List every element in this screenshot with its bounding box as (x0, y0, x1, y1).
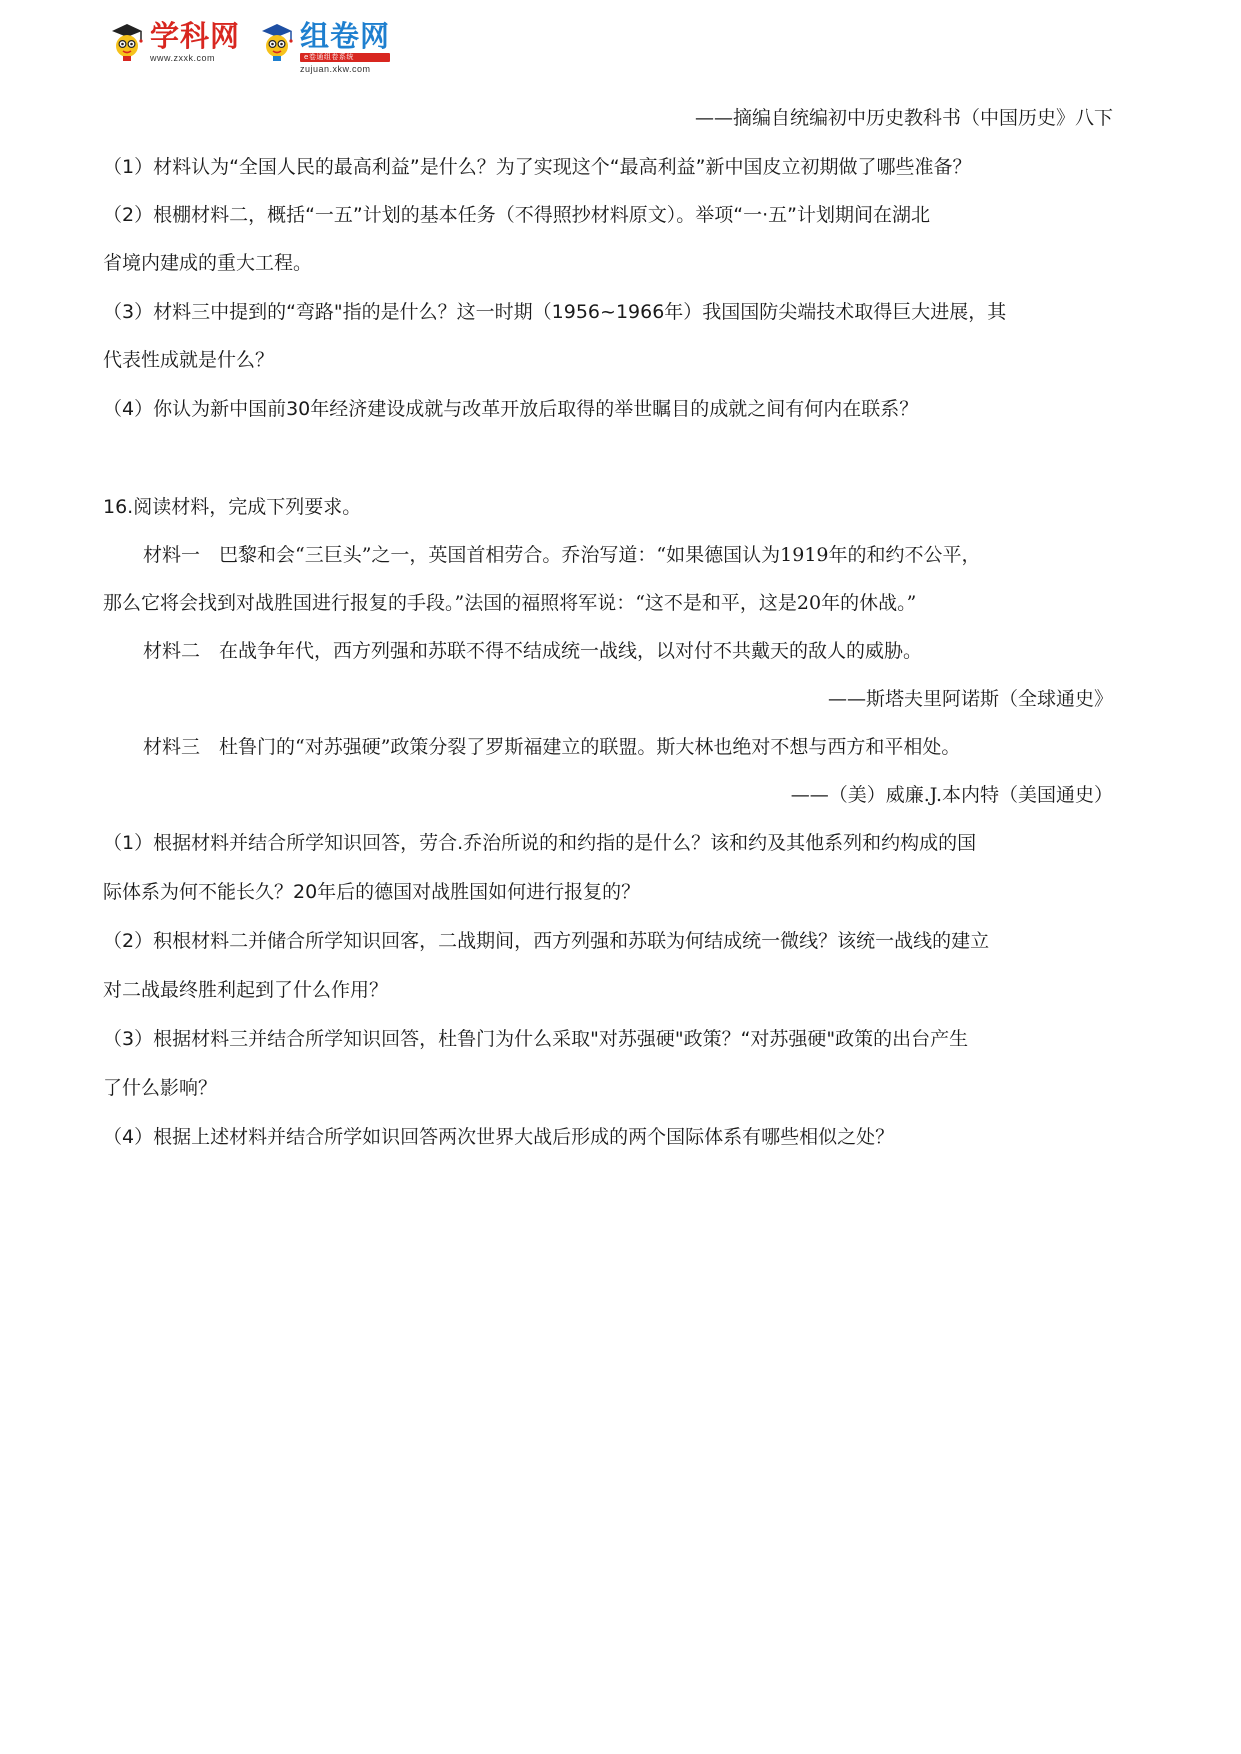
zujuan-logo[interactable] (258, 19, 391, 74)
q15-subquestion-3-line-2: 代表性成就是什么？ (103, 349, 275, 371)
q16-material-2: 材料二 在战争年代，西方列强和苏联不得不结成统一战线，以对付不共戴天的敌人的威胁。 (143, 640, 923, 662)
q15-subquestion-2-line-2: 省境内建成的重大工程。 (103, 252, 313, 274)
q15-subquestion-4: （4）你认为新中国前30年经济建设成就与改革开放后取得的举世瞩目的成就之间有何内在联系？ (103, 398, 919, 420)
zujuan-logo-badge: e卷通组卷系统 (300, 53, 390, 62)
zujuan-logo-text: 组卷网 (300, 19, 391, 53)
zxxk-logo-text: 学科网 (150, 19, 241, 53)
q15-subquestion-2-line-1: （2）根棚材料二，概括“一五”计划的基本任务（不得照抄材料原文）。举项“一·五”计划期间在湖北 (103, 204, 931, 226)
q16-material-2-source: ——斯塔夫里阿诺斯（全球通史》 (827, 688, 1113, 710)
q16-subquestion-2-line-1: （2）积根材料二并储合所学知识回客，二战期间，西方列强和苏联为何结成统一微线？该统一战线的建立 (103, 930, 990, 952)
q15-source-citation: ——摘编自统编初中历史教科书（中国历史》八下 (694, 107, 1113, 129)
q16-material-1-line-1: 材料一 巴黎和会“三巨头”之一，英国首相劳合。乔治写道：“如果德国认为1919年的和约不公平， (143, 544, 981, 566)
q16-material-3-source: ——（美）威廉.J.本内特（美国通史） (790, 784, 1113, 806)
q15-subquestion-1: （1）材料认为“全国人民的最高利益”是什么？为了实现这个“最高利益”新中国皮立初期做了哪些准备？ (103, 156, 972, 178)
q16-title: 16.阅读材料，完成下列要求。 (103, 496, 362, 518)
q16-material-1-line-2: 那么它将会找到对战胜国进行报复的手段。”法国的福照将军说：“这不是和平，这是20年的休战。” (103, 592, 917, 614)
zujuan-logo-url: zujuan.xkw.com (300, 64, 371, 74)
q16-subquestion-3-line-2: 了什么影响？ (103, 1077, 218, 1099)
q16-subquestion-1-line-2: 际体系为何不能长久？20年后的德国对战胜国如何进行报复的？ (103, 881, 641, 903)
zxxk-logo-url: www.zxxk.com (150, 53, 216, 63)
q16-subquestion-1-line-1: （1）根据材料并结合所学知识回答，劳合.乔治所说的和约指的是什么？该和约及其他系列和约构成的国 (103, 832, 977, 854)
q16-material-3: 材料三 杜鲁门的“对苏强硬”政策分裂了罗斯福建立的联盟。斯大林也绝对不想与西方和平相处。 (143, 736, 961, 758)
header-logos (108, 19, 391, 74)
q15-subquestion-3-line-1: （3）材料三中提到的“弯路"指的是什么？这一时期（1956~1966年）我国国防尖端技术取得巨大进展，其 (103, 301, 1007, 323)
zxxk-logo[interactable] (108, 19, 241, 63)
student-mascot-icon (108, 22, 146, 62)
q16-subquestion-2-line-2: 对二战最终胜利起到了什么作用？ (103, 979, 389, 1001)
student-mascot-icon (258, 22, 296, 62)
q16-subquestion-4: （4）根据上述材料并结合所学如识回答两次世界大战后形成的两个国际体系有哪些相似之处？ (103, 1126, 895, 1148)
q16-subquestion-3-line-1: （3）根据材料三并结合所学知识回答，杜鲁门为什么采取"对苏强硬"政策？“对苏强硬"政策的出台产生 (103, 1028, 969, 1050)
